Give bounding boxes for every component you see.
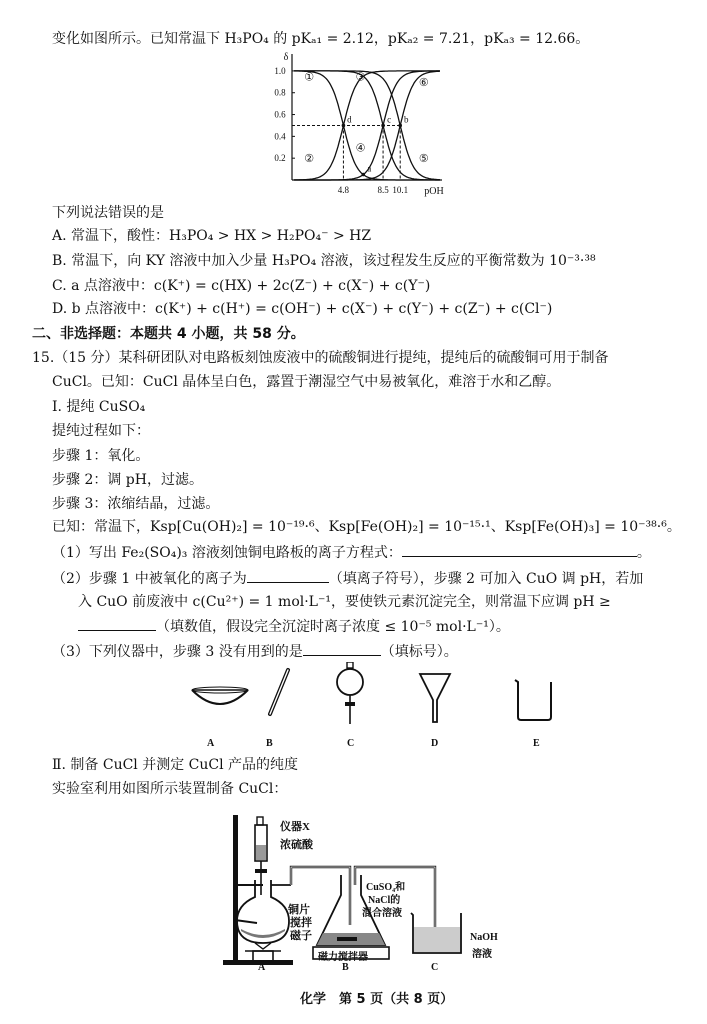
series-label-2: ② [304,153,315,166]
label-c: C [347,738,355,749]
series-label-1: ① [304,71,315,84]
question-stem: 下列说法错误的是 [52,205,164,221]
y-axis-label: δ [283,52,289,63]
sub2-text-b: （填离子符号），步骤 2 可加入 CuO 调 pH，若加 [328,571,644,587]
sub2-text-d: （填数值，假设完全沉淀时离子浓度 ≤ 10⁻⁵ mol·L⁻¹）。 [156,619,510,635]
label-naoh-1: NaOH [470,932,498,943]
y-tick-label: 0.6 [274,109,286,120]
sub3-text-b: （填标号）。 [380,644,458,660]
point-label-d: d [347,114,352,125]
label-mixture-2: NaCl的 [368,895,401,906]
distribution-chart [268,48,448,198]
alcohol-lamp [245,943,281,961]
beaker-icon [515,680,551,720]
label-instrument-x: 仪器X [280,821,310,833]
process-intro: 提纯过程如下： [52,423,150,439]
label-d: D [431,738,439,749]
answer-blank-3[interactable] [78,616,156,631]
evaporating-dish-icon [192,687,248,704]
part2-text: 实验室利用如图所示装置制备 CuCl： [52,781,288,797]
answer-blank-2[interactable] [247,568,329,583]
step-2: 步骤 2：调 pH，过滤。 [52,472,203,488]
step-1: 步骤 1：氧化。 [52,448,150,464]
option-c: C. a 点溶液中：c(K⁺) = c(HX) + 2c(Z⁻) + c(X⁻) + c(Y⁻) [52,278,431,294]
series-label-6: ⑥ [418,76,429,89]
series-label-5: ⑤ [418,153,429,166]
sub-question-1 [52,542,651,563]
label-copper: 铜片 [288,904,310,916]
sub-question-2b [78,616,510,637]
label-mixture-3: 混合溶液 [362,908,402,919]
funnel-icon [420,674,450,722]
y-tick-label: 0.2 [274,153,286,164]
label-stir-1: 搅拌 [290,917,312,929]
page-footer: 化学 第 5 页（共 8 页） [300,992,454,1007]
x-tick-label: 8.5 [377,185,389,195]
series-label-3: ③ [355,71,366,84]
sub2-text-c: 入 CuO 前废液中 c(Cu²⁺) = 1 mol·L⁻¹，要使铁元素沉淀完全，则常温下应调 pH ≥ [78,594,611,610]
option-a: A. 常温下，酸性：H₃PO₄ > HX > H₂PO₄⁻ > HZ [52,228,372,244]
sub1-end: 。 [636,545,651,561]
answer-blank-4[interactable] [303,641,381,656]
x-tick-label: 4.8 [337,185,350,195]
ksp-values: 已知：常温下，Ksp[Cu(OH)₂] = 10⁻¹⁹·⁶、Ksp[Fe(OH)₂] = 10⁻¹⁵·¹、Ksp[Fe(OH)₃] = 10⁻³⁸·⁶。 [52,519,681,535]
x-axis-label: pOH [424,186,444,197]
intro-text: 变化如图所示。已知常温下 H₃PO₄ 的 pKₐ₁ = 2.12，pKₐ₂ = 7.21，pKₐ₃ = 12.66。 [52,31,590,47]
label-conc-sulfuric: 浓硫酸 [280,839,313,851]
section-heading: 二、非选择题：本题共 4 小题，共 58 分。 [32,326,305,342]
y-tick-label: 0.8 [274,87,286,98]
part2-title: Ⅱ. 制备 CuCl 并测定 CuCl 产品的纯度 [52,757,299,773]
label-naoh-2: 溶液 [472,949,492,960]
label-app-c: C [431,962,439,973]
sub2-text-a: （2）步骤 1 中被氧化的离子为 [52,571,247,587]
stand-rod [233,815,238,963]
separatory-funnel-icon [337,662,363,724]
q15-line1: 15.（15 分）某科研团队对电路板刻蚀废液中的硫酸铜进行提纯，提纯后的硫酸铜可用于制备 [32,350,609,366]
option-d: D. b 点溶液中：c(K⁺) + c(H⁺) = c(OH⁻) + c(X⁻) + c(Y⁻) + c(Z⁻) + c(Cl⁻) [52,301,553,317]
glass-rod-icon [270,670,288,714]
sub1-text: （1）写出 Fe₂(SO₄)₃ 溶液刻蚀铜电路板的离子方程式： [52,545,402,561]
option-b: B. 常温下，向 KY 溶液中加入少量 H₃PO₄ 溶液，该过程发生反应的平衡常数为 10⁻³·³⁸ [52,253,596,269]
y-tick-label: 1.0 [274,65,286,76]
step-3: 步骤 3：浓缩结晶，过滤。 [52,496,220,512]
point-b [398,124,402,128]
label-mixture-1: CuSO₄和 [366,882,406,893]
point-label-b: b [403,114,409,125]
dropping-funnel [255,817,267,895]
y-tick-label: 0.4 [274,131,286,142]
point-label-a: a [367,163,372,174]
sub-question-2a [52,568,643,589]
sub-question-3 [52,641,458,662]
round-bottom-flask [237,880,291,943]
part1-title: Ⅰ. 提纯 CuSO₄ [52,399,146,415]
sub3-text-a: （3）下列仪器中，步骤 3 没有用到的是 [52,644,303,660]
label-e: E [533,738,540,749]
label-app-a: A [258,962,266,973]
x-tick-label: 10.1 [392,185,409,195]
point-c [381,124,385,128]
answer-blank-1[interactable] [402,542,637,557]
series-label-4: ④ [355,142,366,155]
label-app-b: B [342,962,349,973]
label-b: B [266,738,273,749]
point-label-c: c [387,114,392,125]
point-d [342,124,346,128]
label-stirrer: 磁力搅拌器 [318,952,368,963]
instruments-figure [180,662,580,752]
label-a: A [207,738,215,749]
q15-line2: CuCl。已知：CuCl 晶体呈白色，露置于潮湿空气中易被氧化，难溶于水和乙醇。 [52,374,561,390]
label-stir-2: 磁子 [290,930,312,942]
point-a [361,173,365,177]
